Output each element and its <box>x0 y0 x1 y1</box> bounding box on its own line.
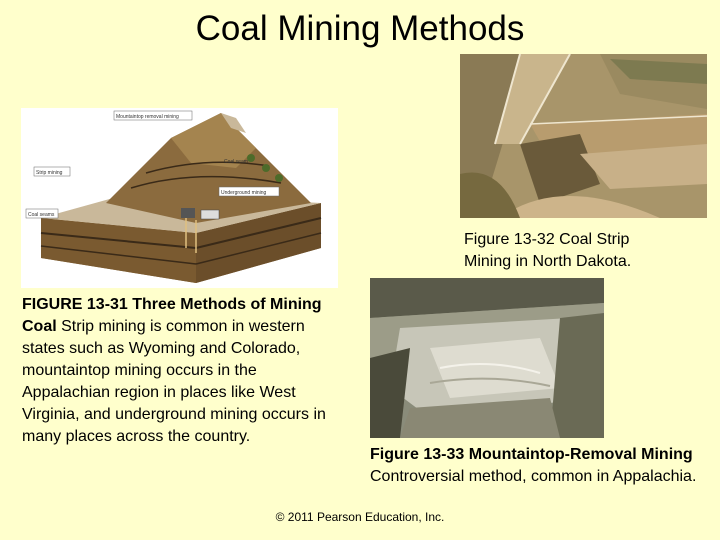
figure-13-31-caption-title: FIGURE 13-31 Three Methods of Mining Coal <box>22 296 322 335</box>
figure-13-32-caption-line1: Figure 13-32 Coal Strip <box>464 231 630 248</box>
figure-13-32-caption <box>464 229 704 273</box>
label-strip-mining: Strip mining <box>36 170 63 176</box>
label-coal-seam: Coal seam <box>224 159 248 165</box>
label-mountaintop: Mountaintop removal mining <box>116 114 179 120</box>
figure-13-33-caption <box>370 444 700 488</box>
figure-13-31-caption <box>22 294 338 448</box>
figure-13-32-caption-line2: Mining in North Dakota. <box>464 253 632 270</box>
three-methods-illustration <box>21 108 338 288</box>
strip-mining-photo <box>460 54 707 218</box>
figure-13-33-caption-body: Controversial method, common in Appalachia. <box>370 468 697 485</box>
copyright-notice: © 2011 Pearson Education, Inc. <box>275 510 445 524</box>
slide-title: Coal Mining Methods <box>195 9 525 48</box>
figure-13-33-caption-title: Figure 13-33 Mountaintop-Removal Mining <box>370 446 693 463</box>
figure-13-31-caption-body: Strip mining is common in western states such as Wyoming and Colorado, mountaintop mining occurs in the Appalachian region in places like West Virginia, and underground mining occurs in many places across the country. <box>22 318 326 445</box>
mountaintop-removal-photo <box>370 278 604 438</box>
label-underground: Underground mining <box>221 190 267 196</box>
label-coal-seams: Coal seams <box>28 212 55 218</box>
